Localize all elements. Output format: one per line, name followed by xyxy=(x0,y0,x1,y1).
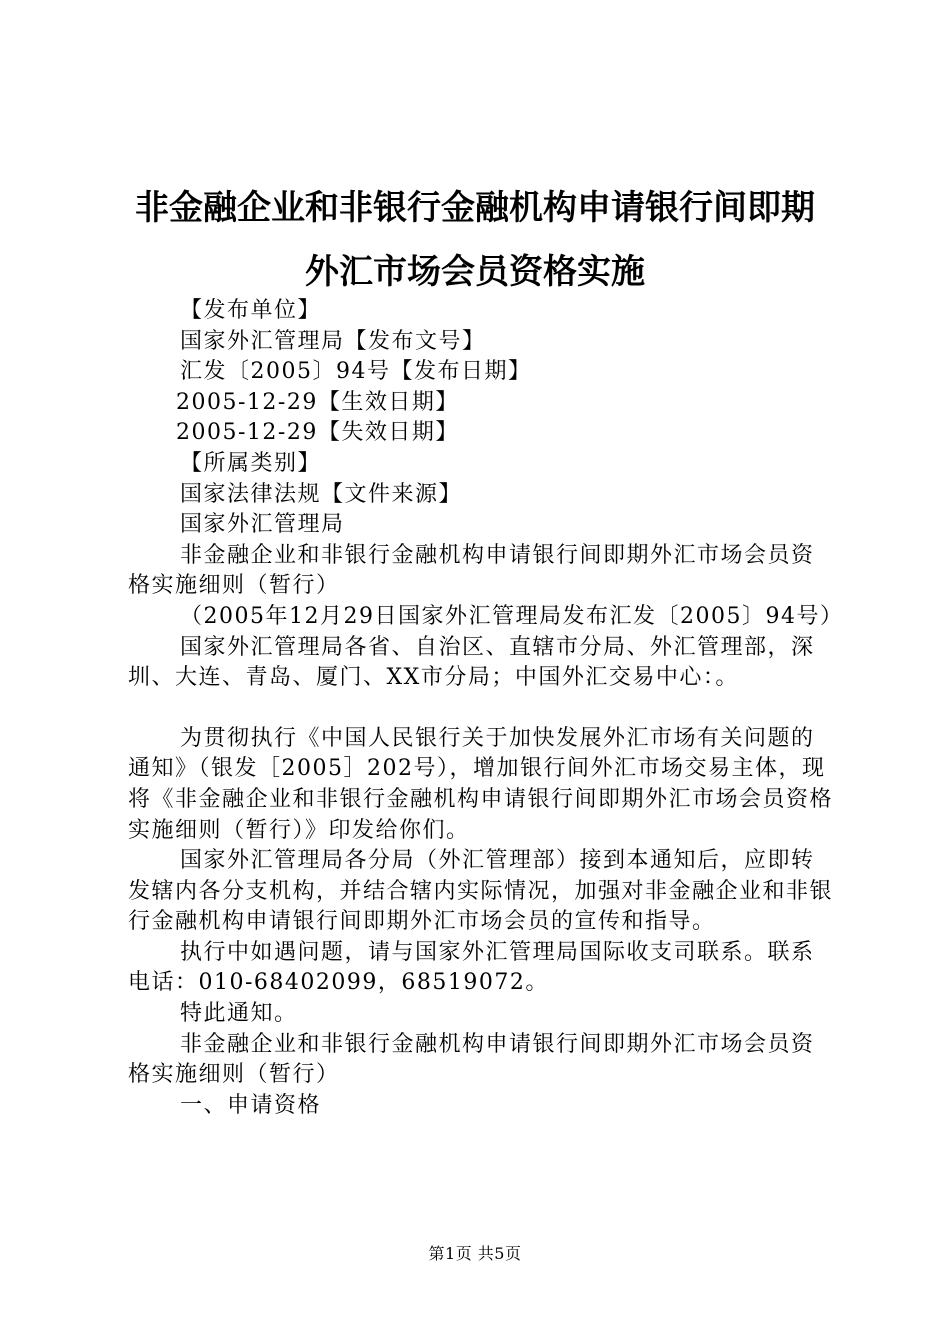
title-line-1: 非金融企业和非银行金融机构申请银行间即期 xyxy=(135,188,815,228)
page-number: 第1页 共5页 xyxy=(428,1244,522,1263)
meta-line: 汇发〔2005〕94号【发布日期】 xyxy=(180,359,532,385)
paragraph: 特此通知。 xyxy=(180,1001,298,1027)
meta-line: 国家外汇管理局【发布文号】 xyxy=(180,328,486,354)
paragraph: 执行中如遇问题，请与国家外汇管理局国际收支司联系。联系电话：010-68402099，68519072。 xyxy=(128,939,815,996)
paragraph: 非金融企业和非银行金融机构申请银行间即期外汇市场会员资格实施细则（暂行） xyxy=(128,1031,815,1088)
paragraph: 非金融企业和非银行金融机构申请银行间即期外汇市场会员资格实施细则（暂行） xyxy=(128,542,815,599)
meta-line: 【所属类别】 xyxy=(180,450,322,476)
meta-line: 2005-12-29【生效日期】 xyxy=(176,389,459,415)
paragraph: 为贯彻执行《中国人民银行关于加快发展外汇市场有关问题的通知》（银发［2005］202号），增加银行间外汇市场交易主体，现将《非金融企业和非银行金融机构申请银行间即期外汇市场会员资格实施细则（暂行）》印发给你们。 xyxy=(128,725,834,843)
section-heading: 一、申请资格 xyxy=(180,1092,322,1118)
meta-line: 【发布单位】 xyxy=(180,298,322,323)
paragraph: （2005年12月29日国家外汇管理局发布汇发〔2005〕94号） xyxy=(180,603,844,629)
paragraph-gap xyxy=(128,694,833,724)
meta-line: 国家外汇管理局 xyxy=(180,512,345,538)
paragraph: 国家外汇管理局各省、自治区、直辖市分局、外汇管理部，深圳、大连、青岛、厦门、XX市分局；中国外汇交易中心：。 xyxy=(128,634,815,691)
meta-line: 2005-12-29【失效日期】 xyxy=(176,420,459,446)
meta-line: 国家法律法规【文件来源】 xyxy=(180,481,463,507)
document-body xyxy=(128,296,844,1121)
paragraph: 国家外汇管理局各分局（外汇管理部）接到本通知后，应即转发辖内各分支机构，并结合辖内实际情况，加强对非金融企业和非银行金融机构申请银行间即期外汇市场会员的宣传和指导。 xyxy=(128,848,834,935)
document-title xyxy=(110,176,840,304)
title-line-2: 外汇市场会员资格实施 xyxy=(305,252,645,292)
